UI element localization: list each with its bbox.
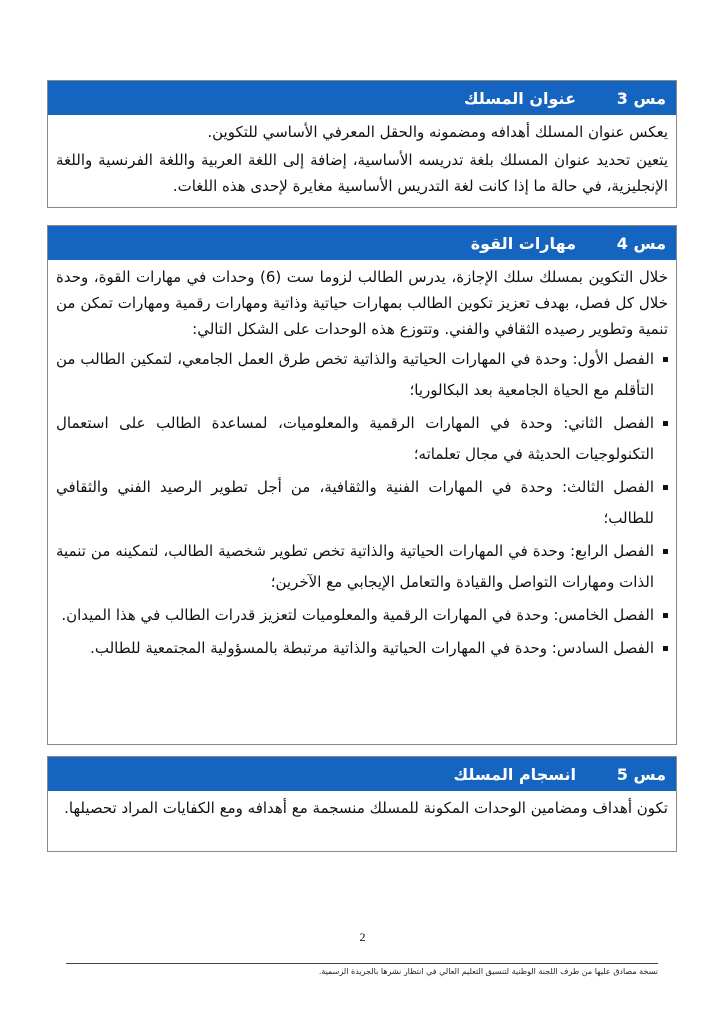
- section-power-skills: [47, 225, 677, 745]
- page-number: 2: [359, 930, 366, 944]
- section-course-title: [47, 80, 677, 208]
- section-title: مهارات القوة: [470, 233, 576, 253]
- section-course-coherence: [47, 756, 677, 852]
- list-item: الفصل الأول: وحدة في المهارات الحياتية والذاتية تخص طرق العمل الجامعي، لتمكين الطالب من التأقلم مع الحياة الجامعية بعد البكالوريا؛: [56, 344, 668, 406]
- section-header: [48, 226, 676, 260]
- section-body: [48, 260, 676, 672]
- list-item: الفصل السادس: وحدة في المهارات الحياتية والذاتية مرتبطة بالمسؤولية المجتمعية للطالب.: [56, 633, 668, 664]
- section-code: مس 3: [616, 88, 666, 108]
- footer-divider: [66, 963, 658, 964]
- list-item: الفصل الرابع: وحدة في المهارات الحياتية والذاتية تخص تطوير شخصية الطالب، لتمكينه من تنمية الذات ومهارات التواصل والقيادة والتعامل الإيجابي مع الآخرين؛: [56, 536, 668, 598]
- paragraph: يعكس عنوان المسلك أهدافه ومضمونه والحقل المعرفي الأساسي للتكوين.: [207, 123, 668, 141]
- section-body: [48, 791, 676, 829]
- paragraph: يتعين تحديد عنوان المسلك بلغة تدريسه الأساسية، إضافة إلى اللغة العربية واللغة الفرنسية واللغة الإنجليزية، في حالة ما إذا كانت لغة التدريس الأساسية مغايرة لإحدى هذه اللغات.: [56, 151, 668, 195]
- footer-note: نسخة مصادق عليها من طرف اللجنة الوطنية لتنسيق التعليم العالي في انتظار نشرها بالجريدة الرسمية.: [318, 967, 658, 976]
- list-item: الفصل الثاني: وحدة في المهارات الرقمية والمعلوميات، لمساعدة الطالب على استعمال التكنولوجيات الحديثة في مجال تعلماته؛: [56, 408, 668, 470]
- paragraph: تكون أهداف ومضامين الوحدات المكونة للمسلك منسجمة مع أهدافه ومع الكفايات المراد تحصيلها.: [64, 799, 668, 817]
- section-header: [48, 81, 676, 115]
- list-item: الفصل الثالث: وحدة في المهارات الفنية والثقافية، من أجل تطوير الرصيد الفني والثقافي للطالب؛: [56, 472, 668, 534]
- section-title: عنوان المسلك: [463, 88, 576, 108]
- section-body: [48, 115, 676, 207]
- semester-list: [56, 344, 668, 664]
- list-item: الفصل الخامس: وحدة في المهارات الرقمية والمعلوميات لتعزيز قدرات الطالب في هذا الميدان.: [56, 600, 668, 631]
- section-code: مس 5: [616, 764, 666, 784]
- section-title: انسجام المسلك: [453, 764, 576, 784]
- paragraph: خلال التكوين بمسلك سلك الإجازة، يدرس الطالب لزوما ست (6) وحدات في مهارات القوة، وحدة خلال كل فصل، بهدف تعزيز تكوين الطالب بمهارات حياتية وذاتية ومهارات رقمية ومهارات تمكن من تنمية وتطوير رصيده الثقافي والفني. وتتوزع هذه الوحدات على الشكل التالي:: [56, 268, 668, 338]
- section-code: مس 4: [616, 233, 666, 253]
- section-header: [48, 757, 676, 791]
